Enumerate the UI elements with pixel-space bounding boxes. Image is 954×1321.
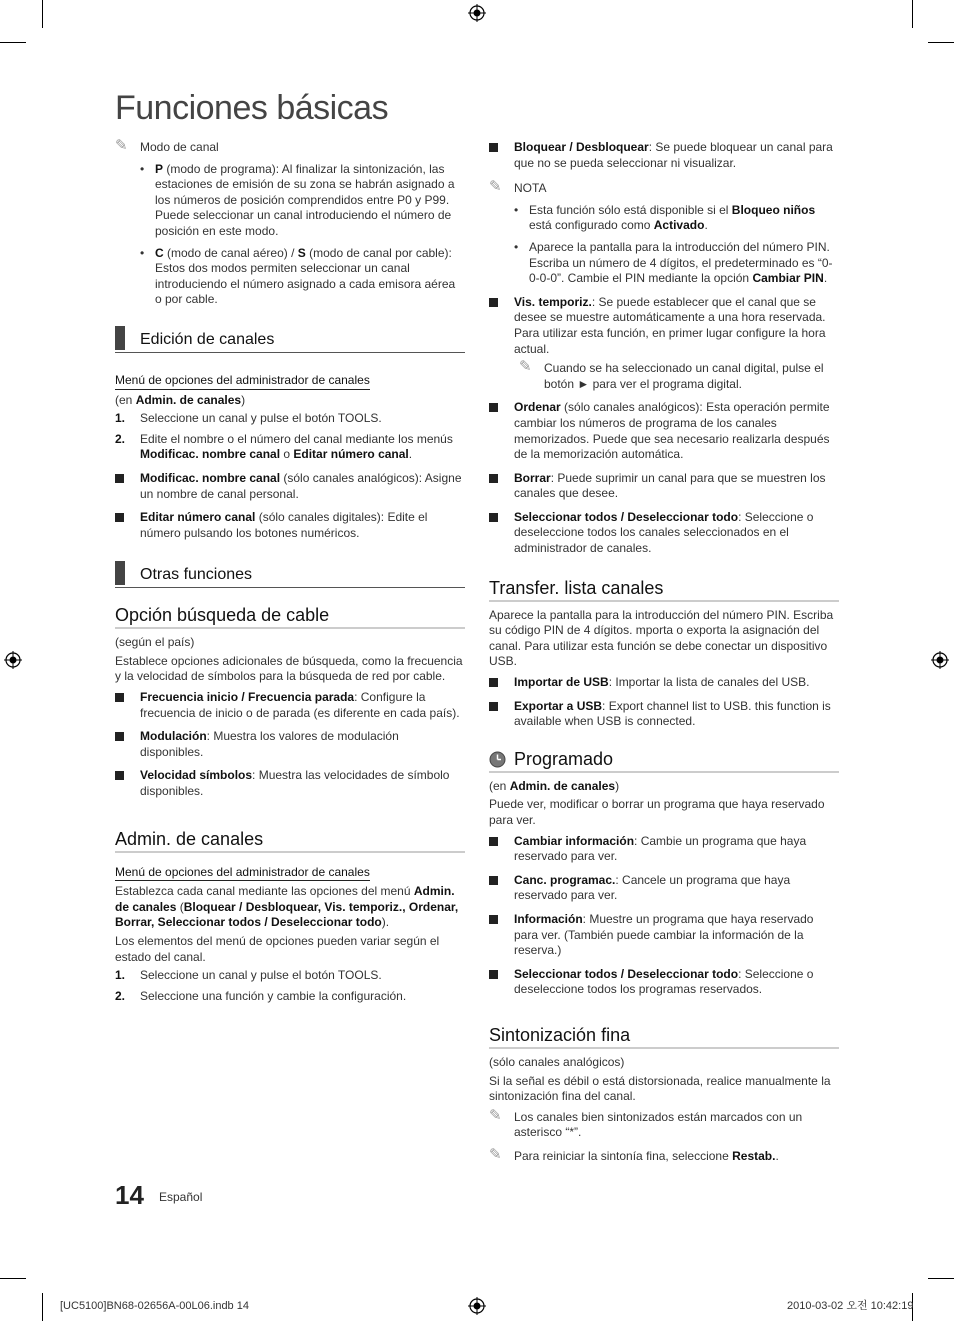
item-editar-numero: Editar número canal (sólo canales digitales): Edite el número pulsando los botones numéricos. — [115, 510, 465, 541]
pencil-note-icon: ✎ — [489, 1145, 502, 1163]
prog-desc: Puede ver, modificar o borrar un programa que haya reservado para ver. — [489, 797, 825, 827]
registration-mark-icon — [468, 1297, 486, 1315]
context-note: (en Admin. de canales) — [489, 778, 620, 793]
left-column — [115, 137, 465, 1009]
item-bloquear: Bloquear / Desbloquear: Se puede bloquear un canal para que no se pueda seleccionar ni visualizar. — [489, 140, 839, 171]
subheading-edicion: Edición de canales — [115, 330, 465, 353]
item-vis-temporiz: Vis. temporiz.: Se puede establecer que el canal que se desee se muestre automáticamente a una hora reservada. Para utilizar esta función, en primer lugar configure la hora actual. — [489, 295, 839, 357]
nota-bullet-2: • Aparece la pantalla para la introducción del número PIN. Escriba un número de 4 dígitos, el predeterminado es “0-0-0-0”. Cambie el PIN mediante la opción Cambiar PIN. — [514, 240, 839, 287]
step-2: 2. Edite el nombre o el número del canal mediante los menús Modificac. nombre canal o Editar número canal. — [115, 431, 453, 462]
admin-desc: Establezca cada canal mediante las opciones del menú Admin. de canales (Bloquear / Desbloquear, Vis. temporiz., Ordenar, Borrar, Seleccionar todos / Deseleccionar todo). — [115, 884, 459, 930]
sint-desc: Si la señal es débil o está distorsionada, realice manualmente la sintonización fina del canal. — [489, 1073, 831, 1104]
step-2: 2. Seleccione una función y cambie la configuración. — [115, 988, 407, 1003]
crop-mark — [42, 0, 43, 28]
item-importar: Importar de USB: Importar la lista de canales del USB. — [489, 675, 839, 691]
item-informacion: Información: Muestre un programa que haya reservado para ver. (También puede cambiar la información de la reserva.) — [489, 912, 839, 959]
registration-mark-icon — [4, 651, 22, 669]
page-title: Funciones básicas — [115, 89, 389, 127]
heading-admin-canales: Admin. de canales — [115, 828, 465, 853]
page-language: Español — [159, 1190, 203, 1204]
footer-timestamp: 2010-03-02 오전 10:42:19 — [787, 1300, 914, 1312]
step-1: 1. Seleccione un canal y pulse el botón TOOLS. — [115, 968, 382, 983]
subheading-otras: Otras funciones — [115, 565, 465, 588]
heading-transfer: Transfer. lista canales — [489, 577, 839, 602]
item-seleccionar-todos: Seleccionar todos / Deseleccionar todo: Seleccione o deseleccione todos los canales seleccionados en el administrador de canales. — [489, 510, 839, 557]
item-seleccionar-todos-prog: Seleccionar todos / Deseleccionar todo: Seleccione o deseleccione todos los programas reservados. — [489, 967, 839, 998]
bullet-p-mode: • P (modo de programa): Al finalizar la sintonización, las estaciones de emisión de su zona se habrán asignado a los números de posición comprendidos entre P0 y P99. Puede seleccionar un canal introduciendo el número de posición en este modo. — [140, 162, 465, 240]
context-note: (en Admin. de canales) — [115, 392, 246, 407]
right-column — [489, 140, 839, 1171]
menu-path: Menú de opciones del administrador de canales — [115, 373, 370, 390]
item-borrar: Borrar: Puede suprimir un canal para que se muestren los canales que desee. — [489, 471, 839, 502]
crop-mark — [42, 1293, 43, 1321]
pencil-note-icon: ✎ — [519, 358, 532, 376]
crop-mark — [928, 42, 954, 43]
transfer-desc: Aparece la pantalla para la introducción del número PIN. Escriba su código PIN de 4 dígitos. mporta o exporta la asignación del canal. Para utilizar esta función se debe conectar un dispositivo USB. — [489, 607, 834, 669]
item-cambiar-informacion: Cambiar información: Cambie un programa que haya reservado para ver. — [489, 834, 839, 865]
clock-icon — [489, 751, 506, 768]
analog-note: (sólo canales analógicos) — [489, 1054, 625, 1069]
crop-mark — [928, 1278, 954, 1279]
step-1: 1. Seleccione un canal y pulse el botón TOOLS. — [115, 411, 382, 426]
heading-sintonizacion: Sintonización fina — [489, 1024, 839, 1049]
crop-mark — [0, 42, 26, 43]
note-modo-canal: ✎ Modo de canal — [115, 137, 219, 154]
item-frecuencia: Frecuencia inicio / Frecuencia parada: Configure la frecuencia de inicio o de parada (es diferente en cada país). — [115, 690, 465, 721]
bullet-cs-mode: • C (modo de canal aéreo) / S (modo de canal por cable): Estos dos modos permiten seleccionar un canal introduciendo el número asignado a cada emisora aérea o por cable. — [140, 246, 465, 308]
heading-programado: Programado — [489, 748, 839, 773]
heading-opcion-busqueda: Opción búsqueda de cable — [115, 604, 465, 629]
admin-desc-2: Los elementos del menú de opciones pueden variar según el estado del canal. — [115, 934, 440, 964]
item-exportar: Exportar a USB: Export channel list to USB. this function is available when USB is connected. — [489, 699, 839, 730]
country-note: (según el país) — [115, 635, 195, 650]
item-velocidad: Velocidad símbolos: Muestra las velocidades de símbolo disponibles. — [115, 768, 465, 799]
sint-note-2: ✎ Para reiniciar la sintonía fina, seleccione Restab.. — [489, 1145, 779, 1163]
item-modulacion: Modulación: Muestra los valores de modulación disponibles. — [115, 729, 465, 760]
crop-mark — [0, 1278, 26, 1279]
item-canc-programac: Canc. programac.: Cancele un programa que haya reservado para ver. — [489, 873, 839, 904]
crop-mark — [912, 0, 913, 28]
opcion-desc: Establece opciones adicionales de búsqueda, como la frecuencia y la velocidad de símbolos para la búsqueda de red por cable. — [115, 653, 463, 684]
page-number: 14 — [115, 1180, 144, 1210]
footer-filename: [UC5100]BN68-02656A-00L06.indb 14 — [60, 1300, 249, 1312]
registration-mark-icon — [468, 4, 486, 22]
pencil-note-icon: ✎ — [489, 178, 502, 196]
vis-note: ✎ Cuando se ha seleccionado un canal digital, pulse el botón ► para ver el programa digital. — [519, 358, 824, 391]
item-modificac-nombre: Modificac. nombre canal (sólo canales analógicos): Asigne un nombre de canal personal. — [115, 471, 465, 502]
nota-label: ✎ NOTA — [489, 178, 547, 196]
sint-note-1: ✎ Los canales bien sintonizados están marcados con un asterisco “*”. — [489, 1106, 803, 1140]
item-ordenar: Ordenar (sólo canales analógicos): Esta operación permite cambiar los números de programa de los canales memorizados. Puede que sea necesario realizarla después de la memorización automática. — [489, 400, 839, 462]
pencil-note-icon: ✎ — [489, 1106, 502, 1124]
pencil-note-icon: ✎ — [115, 137, 128, 154]
menu-path: Menú de opciones del administrador de canales — [115, 865, 370, 882]
nota-bullet-1: • Esta función sólo está disponible si el Bloqueo niños está configurado como Activado. — [514, 203, 839, 234]
registration-mark-icon — [931, 651, 949, 669]
